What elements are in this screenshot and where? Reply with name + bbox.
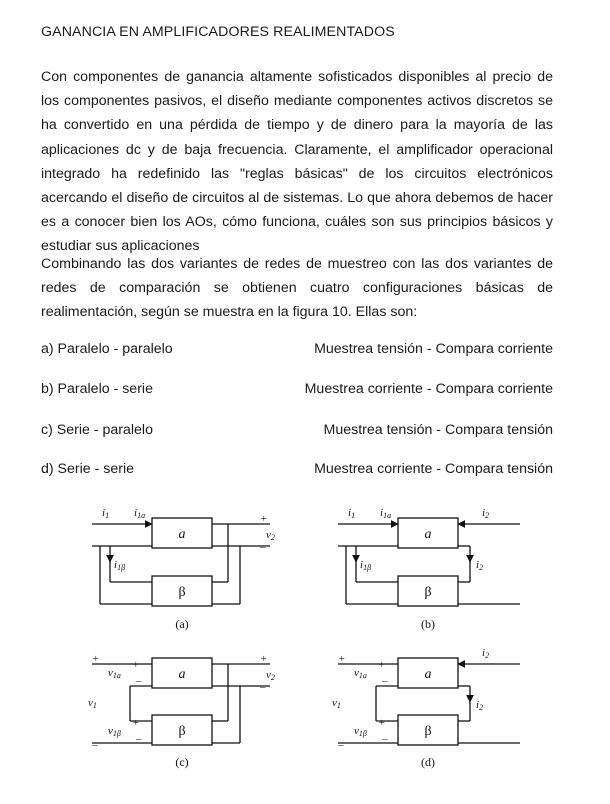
label-i1a: i1a <box>380 507 392 520</box>
config-name: c) Serie - paralelo <box>41 422 153 438</box>
label-v1: v1 <box>332 697 341 710</box>
label-i1: i1 <box>102 507 110 520</box>
label-i1b: i1β <box>114 559 126 572</box>
config-description: Muestrea corriente - Compara tensión <box>314 461 553 477</box>
config-row <box>41 461 553 481</box>
block-a-label: a <box>424 527 432 542</box>
config-name: a) Paralelo - paralelo <box>41 341 173 357</box>
block-beta-label: β <box>178 724 186 739</box>
page-title: GANANCIA EN AMPLIFICADORES REALIMENTADOS <box>41 24 395 40</box>
label-plus: + <box>260 513 268 525</box>
label-minus: – <box>260 541 266 553</box>
config-name: d) Serie - serie <box>41 461 135 477</box>
label-minus: – <box>260 681 266 693</box>
block-beta-label: β <box>424 724 432 739</box>
caption-d: (d) <box>421 755 435 769</box>
block-a-label: a <box>178 667 186 682</box>
label-minus: – <box>338 739 344 751</box>
label-i1: i1 <box>348 507 356 520</box>
label-v1b: v1β <box>108 725 121 738</box>
label-plus: + <box>378 659 386 671</box>
config-row <box>41 422 553 442</box>
config-row <box>41 341 553 361</box>
label-v1: v1 <box>88 697 97 710</box>
label-v1a: v1a <box>108 667 121 680</box>
config-row <box>41 381 553 401</box>
caption-b: (b) <box>421 617 435 631</box>
config-description: Muestrea tensión - Compara corriente <box>314 341 553 357</box>
config-description: Muestrea tensión - Compara tensión <box>323 422 553 438</box>
block-beta-label: β <box>424 585 432 600</box>
label-i2: i2 <box>482 507 490 520</box>
label-i1a: i1a <box>134 507 146 520</box>
label-plus: + <box>338 653 346 665</box>
label-i2: i2 <box>476 699 484 712</box>
label-v1b: v1β <box>354 725 367 738</box>
config-name: b) Paralelo - serie <box>41 381 153 397</box>
label-plus: + <box>132 717 140 729</box>
block-beta-label: β <box>178 585 186 600</box>
block-a-label: a <box>424 667 432 682</box>
label-minus: – <box>382 675 388 687</box>
label-minus: – <box>136 733 142 745</box>
config-description: Muestrea corriente - Compara corriente <box>304 381 553 397</box>
block-a-label: a <box>178 527 186 542</box>
label-minus: – <box>382 733 388 745</box>
label-i1b: i1β <box>360 559 372 572</box>
label-i2: i2 <box>476 559 484 572</box>
label-v1a: v1a <box>354 667 367 680</box>
caption-c: (c) <box>175 755 189 769</box>
label-plus: + <box>260 653 268 665</box>
label-plus: + <box>92 653 100 665</box>
caption-a: (a) <box>175 617 189 631</box>
label-plus: + <box>132 659 140 671</box>
label-minus: – <box>92 739 98 751</box>
intro-paragraph: Con componentes de ganancia altamente sofisticados disponibles al precio de los componentes pasivos, el diseño mediante componentes activos discretos se ha convertido en una pérdida de tiempo y de dinero para la mayoría de las aplicaciones dc y de baja frecuencia. Claramente, el amplificador operacional integrado ha redefinido las "reglas básicas" de los circuitos electrónicos acercando el diseño de circuitos al de sistemas. Lo que ahora debemos de hacer es a conocer bien los AOs, cómo funciona, cuáles son sus principios básicos y estudiar sus aplicaciones <box>41 69 553 255</box>
label-minus: – <box>136 675 142 687</box>
feedback-configurations-figure <box>80 500 530 780</box>
label-i2: i2 <box>482 647 490 660</box>
label-v2: v2 <box>266 669 275 682</box>
label-v2: v2 <box>266 529 275 542</box>
label-plus: + <box>378 717 386 729</box>
configurations-paragraph: Combinando las dos variantes de redes de muestreo con las dos variantes de redes de comparación se obtienen cuatro configuraciones básicas de realimentación, según se muestra en la figura 10. Ellas son: <box>41 256 553 321</box>
